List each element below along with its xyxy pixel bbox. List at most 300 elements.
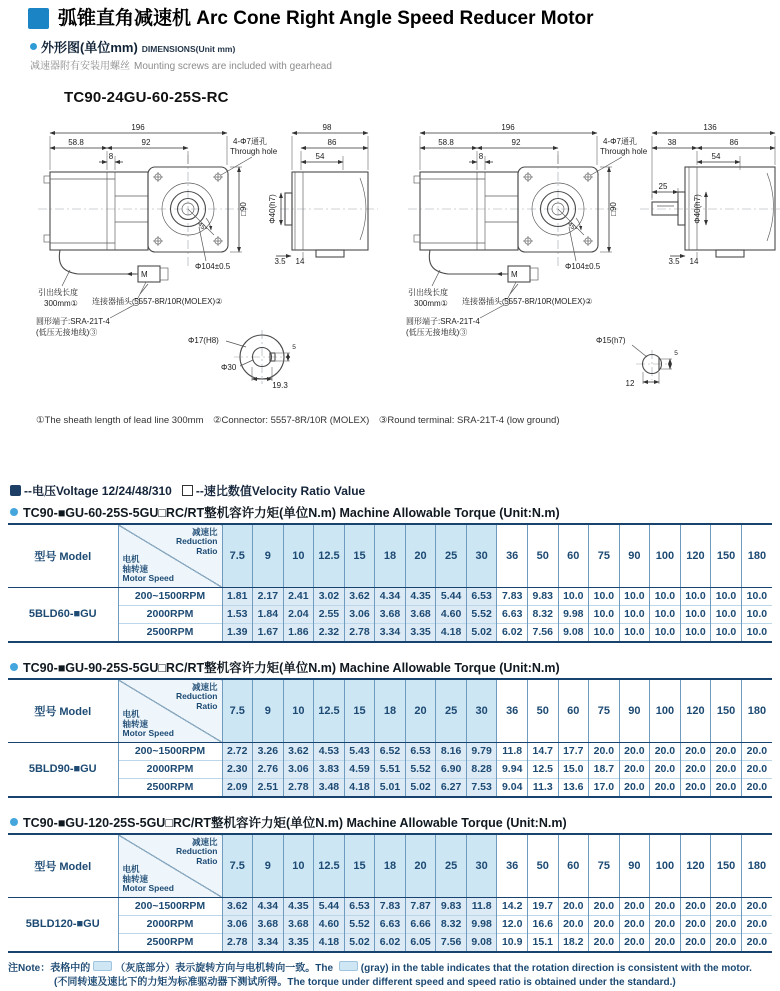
torque-value: 2.51	[253, 778, 284, 797]
torque-value: 1.53	[222, 605, 253, 623]
bore17-label: Φ17(H8)	[188, 335, 219, 345]
legend-line	[10, 482, 780, 499]
dim-3.5: 3.5	[668, 256, 680, 266]
torque-value: 2.17	[253, 587, 284, 605]
torque-value: 3.68	[283, 915, 314, 933]
note-line-1	[8, 961, 780, 977]
hole-label-zh: 4-Φ7通孔	[233, 136, 267, 146]
model-name: 5BLD120-■GU	[8, 897, 118, 952]
motor-speed-label: 电机 轴转速 Motor Speed	[122, 709, 174, 739]
torque-value: 10.0	[680, 623, 711, 642]
ratio-col-header: 50	[527, 524, 558, 588]
lead-length-value: 300mm①	[414, 298, 448, 308]
torque-value: 1.84	[253, 605, 284, 623]
diagram-footnote: ①The sheath length of lead line 300mm ②Connector: 5557-8R/10R (MOLEX) ③Round terminal: SRA-21T-4 (low ground)	[36, 414, 560, 426]
table-heading-60-text: TC90-■GU-60-25S-5GU□RC/RT整机容许力矩(单位N.m) Machine Allowable Torque (Unit:N.m)	[23, 505, 560, 520]
ratio-col-header: 100	[650, 834, 681, 898]
dim-square90: □90	[239, 201, 248, 216]
torque-value: 10.0	[589, 623, 620, 642]
torque-value: 3.06	[344, 605, 375, 623]
dim-58.8: 58.8	[68, 137, 84, 147]
torque-value: 20.0	[680, 933, 711, 952]
model-column-header: 型号 Model	[8, 834, 118, 898]
ratio-col-header: 7.5	[222, 834, 253, 898]
torque-value: 10.0	[680, 587, 711, 605]
torque-value: 5.52	[344, 915, 375, 933]
ratio-col-header: 9	[253, 834, 284, 898]
torque-value: 6.02	[497, 623, 528, 642]
torque-value: 2.04	[283, 605, 314, 623]
connector-label: 连接器插头:5557-8R/10R(MOLEX)②	[462, 296, 593, 306]
torque-value: 9.79	[466, 742, 497, 760]
torque-value: 3.62	[344, 587, 375, 605]
torque-value: 14.2	[497, 897, 528, 915]
torque-value: 10.0	[558, 587, 589, 605]
torque-value: 3.06	[222, 915, 253, 933]
ratio-col-header: 75	[589, 524, 620, 588]
note-line-2: (不同转速及速比下的力矩为标准驱动器下测试所得。The torque under different speed and speed ratio is obtained under the standard.)	[54, 977, 676, 989]
torque-value: 10.0	[619, 587, 650, 605]
dim-square90: □90	[609, 201, 618, 216]
torque-value: 18.7	[589, 760, 620, 778]
torque-value: 6.90	[436, 760, 467, 778]
ratio-col-header: 100	[650, 679, 681, 743]
page-title: 弧锥直角减速机 Arc Cone Right Angle Speed Reducer Motor	[58, 8, 594, 29]
torque-value: 2.72	[222, 742, 253, 760]
torque-value: 6.02	[375, 933, 406, 952]
torque-value: 10.0	[680, 605, 711, 623]
torque-value: 20.0	[619, 760, 650, 778]
torque-value: 20.0	[741, 915, 772, 933]
ratio-col-header: 150	[711, 524, 742, 588]
model-column-header: 型号 Model	[8, 679, 118, 743]
bullet-icon	[10, 663, 18, 671]
torque-value: 20.0	[589, 742, 620, 760]
motor-speed-cell: 200~1500RPM	[118, 742, 222, 760]
torque-value: 10.0	[589, 587, 620, 605]
torque-value: 20.0	[619, 915, 650, 933]
dim-86: 86	[729, 137, 739, 147]
torque-value: 3.68	[253, 915, 284, 933]
torque-value: 11.3	[527, 778, 558, 797]
torque-value: 10.0	[741, 623, 772, 642]
torque-value: 4.18	[436, 623, 467, 642]
gray-swatch-icon	[339, 961, 358, 971]
model-name: 5BLD60-■GU	[8, 587, 118, 642]
ratio-col-header: 9	[253, 524, 284, 588]
ratio-col-header: 90	[619, 524, 650, 588]
torque-value: 3.06	[283, 760, 314, 778]
torque-value: 5.51	[375, 760, 406, 778]
voltage-box-icon	[10, 485, 21, 496]
torque-value: 20.0	[711, 915, 742, 933]
torque-value: 9.98	[466, 915, 497, 933]
table-row	[8, 897, 772, 915]
torque-value: 3.62	[222, 897, 253, 915]
torque-value: 17.7	[558, 742, 589, 760]
torque-value: 2.09	[222, 778, 253, 797]
model-number-heading: TC90-24GU-60-25S-RC	[64, 88, 229, 106]
torque-value: 20.0	[650, 915, 681, 933]
torque-value: 20.0	[711, 778, 742, 797]
corner-header	[118, 524, 222, 588]
torque-value: 9.83	[527, 587, 558, 605]
dim-86: 86	[327, 137, 337, 147]
torque-value: 20.0	[711, 933, 742, 952]
torque-value: 20.0	[711, 897, 742, 915]
ratio-col-header: 25	[436, 679, 467, 743]
connector-label: 连接器插头:5557-8R/10R(MOLEX)②	[92, 296, 223, 306]
table-heading-120-text: TC90-■GU-120-25S-5GU□RC/RT整机容许力矩(单位N.m) Machine Allowable Torque (Unit:N.m)	[23, 815, 567, 830]
note1-part-c: (gray) in the table indicates that the rotation direction is consistent with the motor.	[360, 962, 752, 974]
terminal-label-1: 圆形端子:SRA-21T-4	[406, 316, 480, 326]
note1-part-b: （灰底部分）表示旋转方向与电机转向一致。The	[115, 962, 334, 974]
ratio-col-header: 36	[497, 834, 528, 898]
ratio-col-header: 18	[375, 679, 406, 743]
torque-value: 13.6	[558, 778, 589, 797]
motor-speed-cell: 2500RPM	[118, 778, 222, 797]
torque-value: 2.76	[253, 760, 284, 778]
torque-value: 2.78	[222, 933, 253, 952]
torque-value: 8.28	[466, 760, 497, 778]
torque-value: 8.16	[436, 742, 467, 760]
bullet-icon	[10, 818, 18, 826]
torque-value: 2.30	[222, 760, 253, 778]
torque-value: 4.34	[253, 897, 284, 915]
hole-label-en: Through hole	[600, 146, 648, 156]
table-heading-60	[10, 503, 780, 521]
torque-value: 14.7	[527, 742, 558, 760]
dim-19.3: 19.3	[272, 380, 288, 390]
ratio-col-header: 90	[619, 834, 650, 898]
ratio-col-header: 120	[680, 679, 711, 743]
torque-value: 20.0	[680, 897, 711, 915]
torque-table-90	[8, 678, 772, 798]
torque-value: 10.0	[650, 605, 681, 623]
angle-45-label: 45°	[196, 220, 209, 233]
ratio-col-header: 100	[650, 524, 681, 588]
torque-value: 10.0	[619, 605, 650, 623]
hole-label-zh: 4-Φ7通孔	[603, 136, 637, 146]
ratio-col-header: 36	[497, 679, 528, 743]
gray-swatch-icon	[93, 961, 112, 971]
dim-196: 196	[131, 122, 145, 132]
m-arrow-label: M	[141, 269, 148, 279]
corner-header	[118, 834, 222, 898]
torque-value: 6.63	[497, 605, 528, 623]
dim-25: 25	[658, 181, 668, 191]
torque-value: 5.43	[344, 742, 375, 760]
torque-value: 20.0	[650, 778, 681, 797]
drawing-left-unit	[36, 123, 378, 390]
torque-value: 8.32	[527, 605, 558, 623]
lead-length-value: 300mm①	[44, 298, 78, 308]
torque-value: 6.66	[405, 915, 436, 933]
ratio-col-header: 150	[711, 834, 742, 898]
table-row	[8, 778, 772, 797]
torque-value: 1.39	[222, 623, 253, 642]
dim-38: 38	[667, 137, 677, 147]
table-row	[8, 933, 772, 952]
ratio-col-header: 60	[558, 679, 589, 743]
ratio-col-header: 50	[527, 834, 558, 898]
ratio-col-header: 30	[466, 679, 497, 743]
torque-value: 10.0	[711, 587, 742, 605]
torque-value: 5.44	[314, 897, 345, 915]
ratio-col-header: 50	[527, 679, 558, 743]
note1-part-a: 注Note：表格中的	[8, 962, 91, 974]
torque-value: 20.0	[589, 897, 620, 915]
ratio-col-header: 15	[344, 524, 375, 588]
torque-value: 6.53	[344, 897, 375, 915]
torque-value: 7.83	[375, 897, 406, 915]
reduction-ratio-label: 减速比 Reduction Ratio	[175, 836, 218, 866]
ratio-col-header: 12.5	[314, 834, 345, 898]
ratio-col-header: 36	[497, 524, 528, 588]
motor-speed-cell: 2000RPM	[118, 760, 222, 778]
terminal-label-2: (低压无接地线)③	[406, 327, 468, 337]
lead-length-label: 引出线长度	[408, 287, 448, 297]
torque-value: 2.78	[283, 778, 314, 797]
terminal-label-2: (低压无接地线)③	[36, 327, 98, 337]
torque-value: 6.52	[375, 742, 406, 760]
dim-phi104: Φ104±0.5	[565, 261, 601, 271]
ratio-box-icon	[182, 485, 193, 496]
model-name: 5BLD90-■GU	[8, 742, 118, 797]
torque-value: 4.60	[314, 915, 345, 933]
reduction-ratio-label: 减速比 Reduction Ratio	[175, 526, 218, 556]
torque-value: 10.0	[741, 587, 772, 605]
torque-value: 10.9	[497, 933, 528, 952]
torque-value: 5.52	[405, 760, 436, 778]
torque-value: 20.0	[589, 915, 620, 933]
torque-value: 18.2	[558, 933, 589, 952]
mounting-screws-note-en: Mounting screws are included with gearhead	[134, 60, 332, 72]
dim-98: 98	[322, 122, 332, 132]
ratio-col-header: 150	[711, 679, 742, 743]
torque-value: 20.0	[741, 742, 772, 760]
torque-value: 20.0	[558, 915, 589, 933]
torque-value: 11.8	[466, 897, 497, 915]
torque-value: 12.5	[527, 760, 558, 778]
torque-value: 10.0	[589, 605, 620, 623]
torque-value: 3.02	[314, 587, 345, 605]
torque-value: 3.68	[375, 605, 406, 623]
lead-length-label: 引出线长度	[38, 287, 78, 297]
torque-value: 8.32	[436, 915, 467, 933]
ratio-col-header: 25	[436, 834, 467, 898]
table-heading-90-text: TC90-■GU-90-25S-5GU□RC/RT整机容许力矩(单位N.m) Machine Allowable Torque (Unit:N.m)	[23, 660, 560, 675]
torque-value: 20.0	[558, 897, 589, 915]
ratio-col-header: 60	[558, 834, 589, 898]
ratio-col-header: 120	[680, 524, 711, 588]
torque-value: 3.34	[253, 933, 284, 952]
torque-table-60	[8, 523, 772, 643]
torque-value: 9.08	[466, 933, 497, 952]
torque-value: 20.0	[741, 760, 772, 778]
torque-value: 20.0	[650, 933, 681, 952]
torque-value: 20.0	[741, 933, 772, 952]
torque-value: 6.27	[436, 778, 467, 797]
torque-value: 20.0	[650, 742, 681, 760]
table-heading-120	[10, 813, 780, 831]
torque-value: 4.34	[375, 587, 406, 605]
torque-value: 10.0	[741, 605, 772, 623]
table-row	[8, 623, 772, 642]
ratio-col-header: 15	[344, 679, 375, 743]
torque-value: 11.8	[497, 742, 528, 760]
dim-3.5: 3.5	[274, 256, 286, 266]
dim-12: 12	[625, 378, 635, 388]
ratio-col-header: 10	[283, 524, 314, 588]
torque-value: 1.67	[253, 623, 284, 642]
motor-speed-cell: 200~1500RPM	[118, 587, 222, 605]
torque-value: 4.35	[283, 897, 314, 915]
torque-value: 10.0	[650, 623, 681, 642]
ratio-col-header: 12.5	[314, 524, 345, 588]
torque-value: 6.53	[466, 587, 497, 605]
motor-speed-cell: 2500RPM	[118, 623, 222, 642]
ratio-col-header: 9	[253, 679, 284, 743]
ratio-col-header: 18	[375, 524, 406, 588]
torque-value: 7.83	[497, 587, 528, 605]
torque-value: 19.7	[527, 897, 558, 915]
page-header	[0, 0, 780, 30]
bottom-notes	[8, 961, 780, 991]
torque-value: 10.0	[650, 587, 681, 605]
motor-speed-cell: 2500RPM	[118, 933, 222, 952]
torque-value: 20.0	[589, 933, 620, 952]
ratio-col-header: 10	[283, 679, 314, 743]
torque-value: 20.0	[650, 760, 681, 778]
torque-value: 1.81	[222, 587, 253, 605]
legend-voltage: --电压Voltage 12/24/48/310	[24, 483, 172, 498]
table-row	[8, 605, 772, 623]
dim-phi40: Φ40(h7)	[693, 194, 702, 224]
torque-value: 10.0	[619, 623, 650, 642]
hole-label-en: Through hole	[230, 146, 278, 156]
motor-speed-label: 电机 轴转速 Motor Speed	[122, 554, 174, 584]
torque-value: 6.53	[405, 742, 436, 760]
torque-value: 20.0	[619, 778, 650, 797]
torque-value: 20.0	[741, 778, 772, 797]
torque-value: 4.60	[436, 605, 467, 623]
torque-value: 20.0	[650, 897, 681, 915]
dim-phi30: Φ30	[221, 362, 237, 372]
dim-54: 54	[315, 151, 325, 161]
torque-value: 12.0	[497, 915, 528, 933]
ratio-col-header: 180	[741, 524, 772, 588]
torque-value: 5.02	[405, 778, 436, 797]
dimensions-label-zh: 外形图(单位mm)	[41, 39, 138, 55]
motor-speed-label: 电机 轴转速 Motor Speed	[122, 864, 174, 894]
torque-value: 20.0	[680, 742, 711, 760]
torque-value: 7.56	[527, 623, 558, 642]
torque-value: 4.59	[344, 760, 375, 778]
torque-value: 15.1	[527, 933, 558, 952]
torque-value: 9.08	[558, 623, 589, 642]
dimensions-section-heading	[30, 37, 780, 56]
torque-value: 3.83	[314, 760, 345, 778]
torque-value: 1.86	[283, 623, 314, 642]
ratio-col-header: 20	[405, 834, 436, 898]
torque-value: 3.26	[253, 742, 284, 760]
torque-value: 6.05	[405, 933, 436, 952]
dim-92: 92	[511, 137, 521, 147]
dimension-drawing	[0, 108, 780, 408]
torque-value: 4.18	[314, 933, 345, 952]
ratio-col-header: 7.5	[222, 524, 253, 588]
torque-value: 4.53	[314, 742, 345, 760]
shaft15-label: Φ15(h7)	[596, 335, 626, 345]
table-row	[8, 587, 772, 605]
legend-ratio: --速比数值Velocity Ratio Value	[195, 483, 366, 498]
ratio-col-header: 20	[405, 524, 436, 588]
ratio-col-header: 15	[344, 834, 375, 898]
torque-value: 9.98	[558, 605, 589, 623]
dim-8: 8	[108, 151, 114, 161]
torque-value: 6.63	[375, 915, 406, 933]
torque-value: 4.18	[344, 778, 375, 797]
motor-speed-cell: 2000RPM	[118, 605, 222, 623]
motor-speed-cell: 200~1500RPM	[118, 897, 222, 915]
ratio-col-header: 7.5	[222, 679, 253, 743]
dim-key5: 5	[292, 343, 296, 351]
corner-header	[118, 679, 222, 743]
dimensions-label-en: DIMENSIONS(Unit mm)	[141, 43, 236, 54]
torque-value: 20.0	[619, 933, 650, 952]
torque-value: 20.0	[711, 742, 742, 760]
ratio-col-header: 30	[466, 834, 497, 898]
torque-value: 5.01	[375, 778, 406, 797]
drawing-right-unit	[406, 123, 780, 388]
torque-value: 7.53	[466, 778, 497, 797]
title-square-icon	[28, 8, 49, 29]
dim-136: 136	[703, 122, 717, 132]
m-arrow-label: M	[511, 269, 518, 279]
torque-value: 20.0	[680, 760, 711, 778]
dim-phi40: Φ40(h7)	[268, 194, 277, 224]
torque-value: 16.6	[527, 915, 558, 933]
ratio-col-header: 25	[436, 524, 467, 588]
model-column-header: 型号 Model	[8, 524, 118, 588]
torque-value: 4.35	[405, 587, 436, 605]
torque-value: 9.83	[436, 897, 467, 915]
torque-value: 3.48	[314, 778, 345, 797]
bullet-icon	[30, 43, 37, 50]
ratio-col-header: 20	[405, 679, 436, 743]
torque-value: 7.87	[405, 897, 436, 915]
dim-58.8: 58.8	[438, 137, 454, 147]
torque-value: 20.0	[680, 915, 711, 933]
torque-value: 3.35	[405, 623, 436, 642]
torque-value: 2.78	[344, 623, 375, 642]
torque-value: 5.44	[436, 587, 467, 605]
motor-speed-cell: 2000RPM	[118, 915, 222, 933]
ratio-col-header: 90	[619, 679, 650, 743]
table-row	[8, 742, 772, 760]
torque-value: 5.02	[344, 933, 375, 952]
ratio-col-header: 180	[741, 834, 772, 898]
ratio-col-header: 180	[741, 679, 772, 743]
torque-table-120	[8, 833, 772, 953]
ratio-col-header: 10	[283, 834, 314, 898]
ratio-col-header: 60	[558, 524, 589, 588]
torque-value: 3.34	[375, 623, 406, 642]
angle-45-label: 45°	[566, 220, 579, 233]
mounting-screws-note	[30, 57, 780, 72]
torque-value: 20.0	[741, 897, 772, 915]
